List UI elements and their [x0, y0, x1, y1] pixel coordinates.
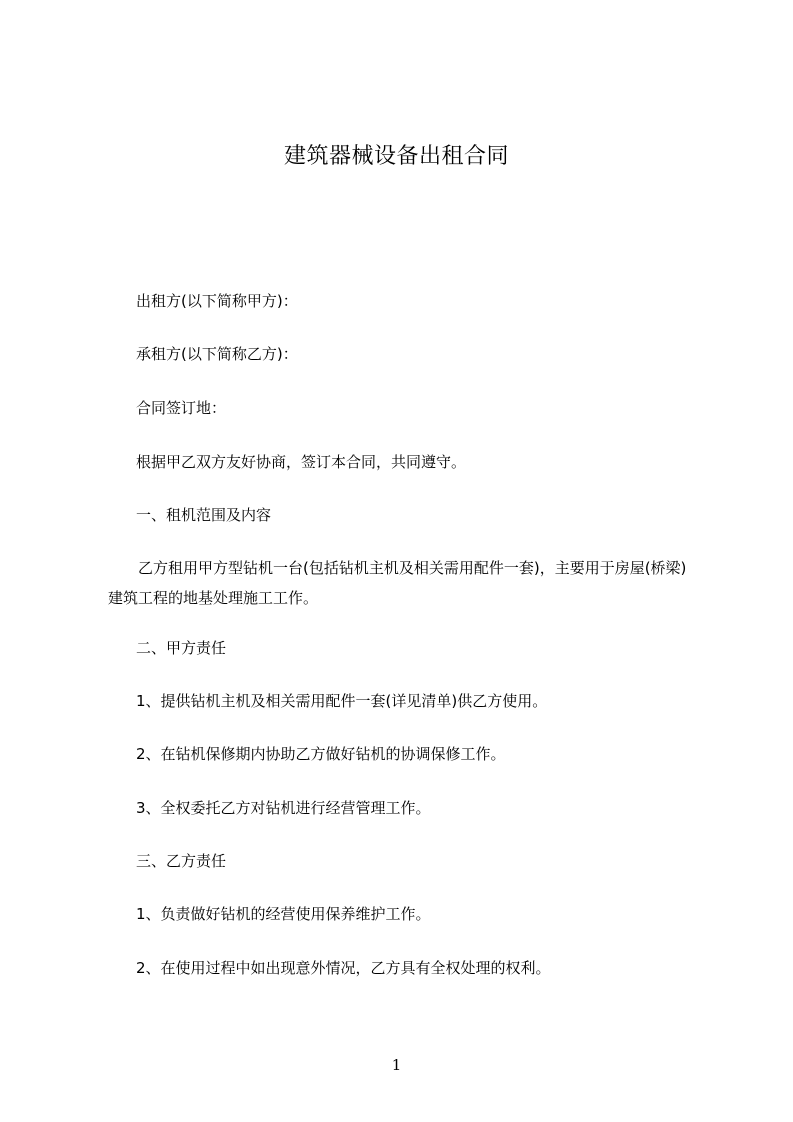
signing-place-line: 合同签订地：: [136, 399, 227, 417]
preamble-text: 根据甲乙双方友好协商，签订本合同，共同遵守。: [136, 453, 467, 471]
section-2-item-1: 1、提供钻机主机及相关需用配件一套(详见清单)供乙方使用。: [136, 692, 548, 710]
section-2-item-3: 3、全权委托乙方对钻机进行经营管理工作。: [136, 799, 431, 817]
section-3-heading: 三、乙方责任: [136, 852, 227, 870]
section-2-heading: 二、甲方责任: [136, 639, 227, 657]
lessor-line: 出租方(以下简称甲方)：: [136, 292, 298, 310]
section-1-body-text: 乙方租用甲方型钻机一台(包括钻机主机及相关需用配件一套)，主要用于房屋(桥梁)建筑工程的地基处理施工工作。: [108, 559, 687, 607]
document-title: 建筑器械设备出租合同: [283, 144, 509, 169]
section-3-item-2: 2、在使用过程中如出现意外情况，乙方具有全权处理的权利。: [136, 959, 551, 977]
page-number: 1: [391, 1056, 402, 1074]
lessee-line: 承租方(以下简称乙方)：: [136, 345, 298, 363]
section-3-item-1: 1、负责做好钻机的经营使用保养维护工作。: [136, 905, 431, 923]
section-1-body: [108, 553, 700, 613]
section-1-heading: 一、租机范围及内容: [136, 506, 272, 524]
section-2-item-2: 2、在钻机保修期内协助乙方做好钻机的协调保修工作。: [136, 745, 506, 763]
